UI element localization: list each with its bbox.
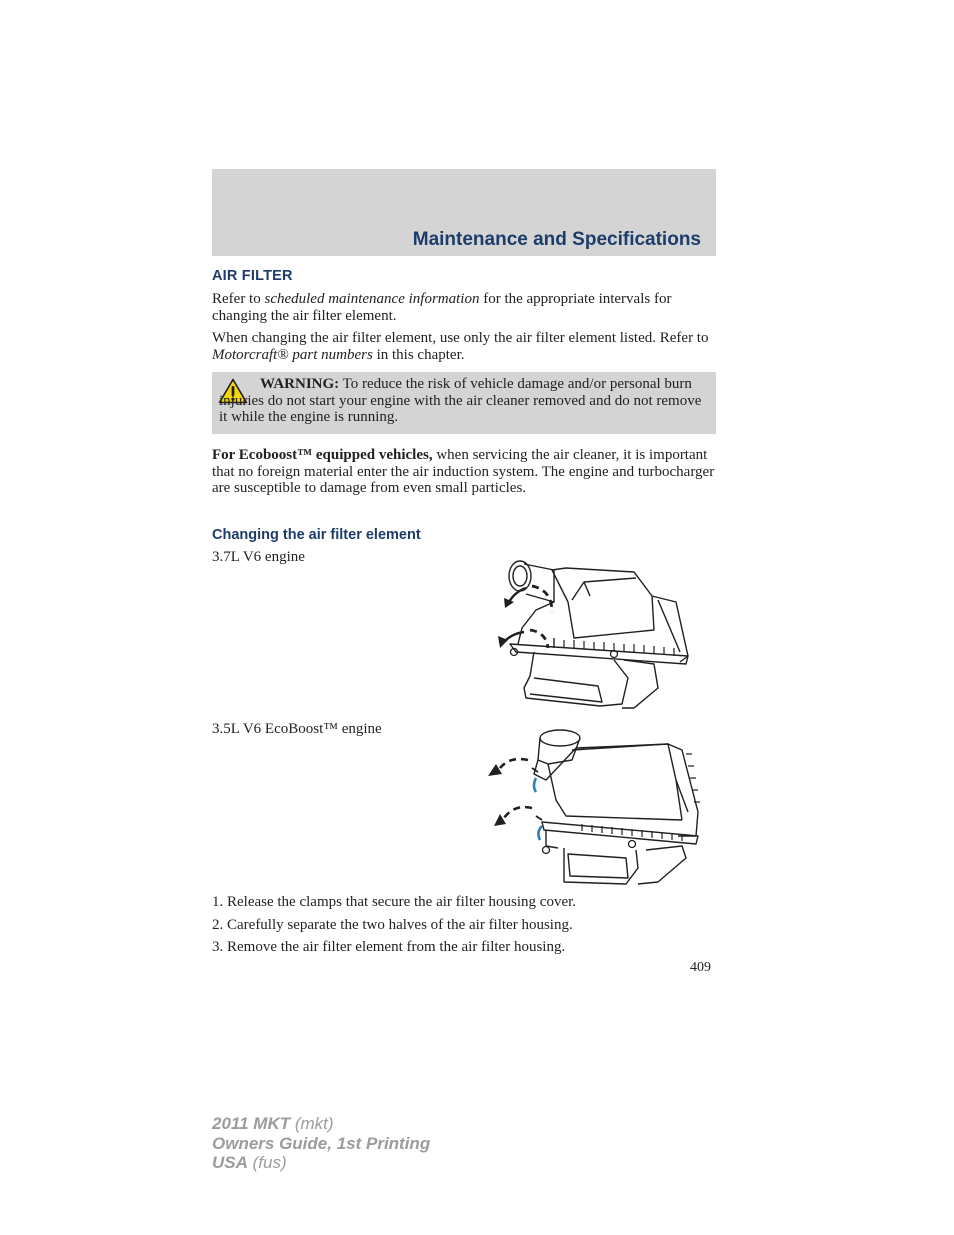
cross-reference: scheduled maintenance information [264,291,480,307]
warning-box [212,372,716,434]
figure-caption-37: 3.7L V6 engine [212,549,305,565]
chapter-title: Maintenance and Specifications [412,229,701,250]
figure-caption-35: 3.5L V6 EcoBoost™ engine [212,721,382,737]
intro-text: in this chapter. [372,346,465,363]
ecoboost-paragraph [212,447,716,497]
step-item: 2. Carefully separate the two halves of the air filter housing. [212,917,573,933]
air-filter-35-ecoboost-illustration [486,724,708,886]
footer-market: USA [212,1153,248,1172]
footer-line-1 [212,1114,430,1134]
step-item: 1. Release the clamps that secure the air filter housing cover. [212,894,577,910]
chapter-header-band [212,169,716,256]
air-filter-37-illustration [494,548,694,716]
subsection-title: Changing the air filter element [212,527,421,543]
page-number: 409 [690,960,711,975]
section-title: AIR FILTER [212,268,293,284]
warning-body: To reduce the risk of vehicle damage and/or personal burn injuries do not start your engine with the air cleaner removed and do not remove it while the engine is running. [219,376,702,425]
intro-paragraph-1 [212,291,716,324]
ecoboost-body: when servicing the air cleaner, it is important that no foreign material enter the air induction system. The engine and turbocharger are susceptible to damage from even small particles. [212,447,715,496]
footer-line-3 [212,1153,430,1173]
footer-line-2: Owners Guide, 1st Printing [212,1133,431,1153]
footer-model: 2011 MKT [212,1114,291,1133]
ecoboost-lead: For Ecoboost™ equipped vehicles, [212,447,433,463]
step-item: 3. Remove the air filter element from the air filter housing. [212,939,566,955]
warning-text [219,376,711,426]
document-footer [212,1114,430,1173]
intro-text: When changing the air filter element, use only the air filter element listed. Refer to [212,330,709,346]
intro-text: for the appropriate intervals for changing the air filter element. [212,291,672,324]
cross-reference: Motorcraft® part numbers [212,346,373,363]
warning-label: WARNING: [260,376,340,392]
intro-paragraph-2 [212,330,716,363]
footer-market-code: (fus) [247,1153,287,1172]
intro-text: Refer to [212,291,265,307]
footer-model-code: (mkt) [290,1114,334,1133]
